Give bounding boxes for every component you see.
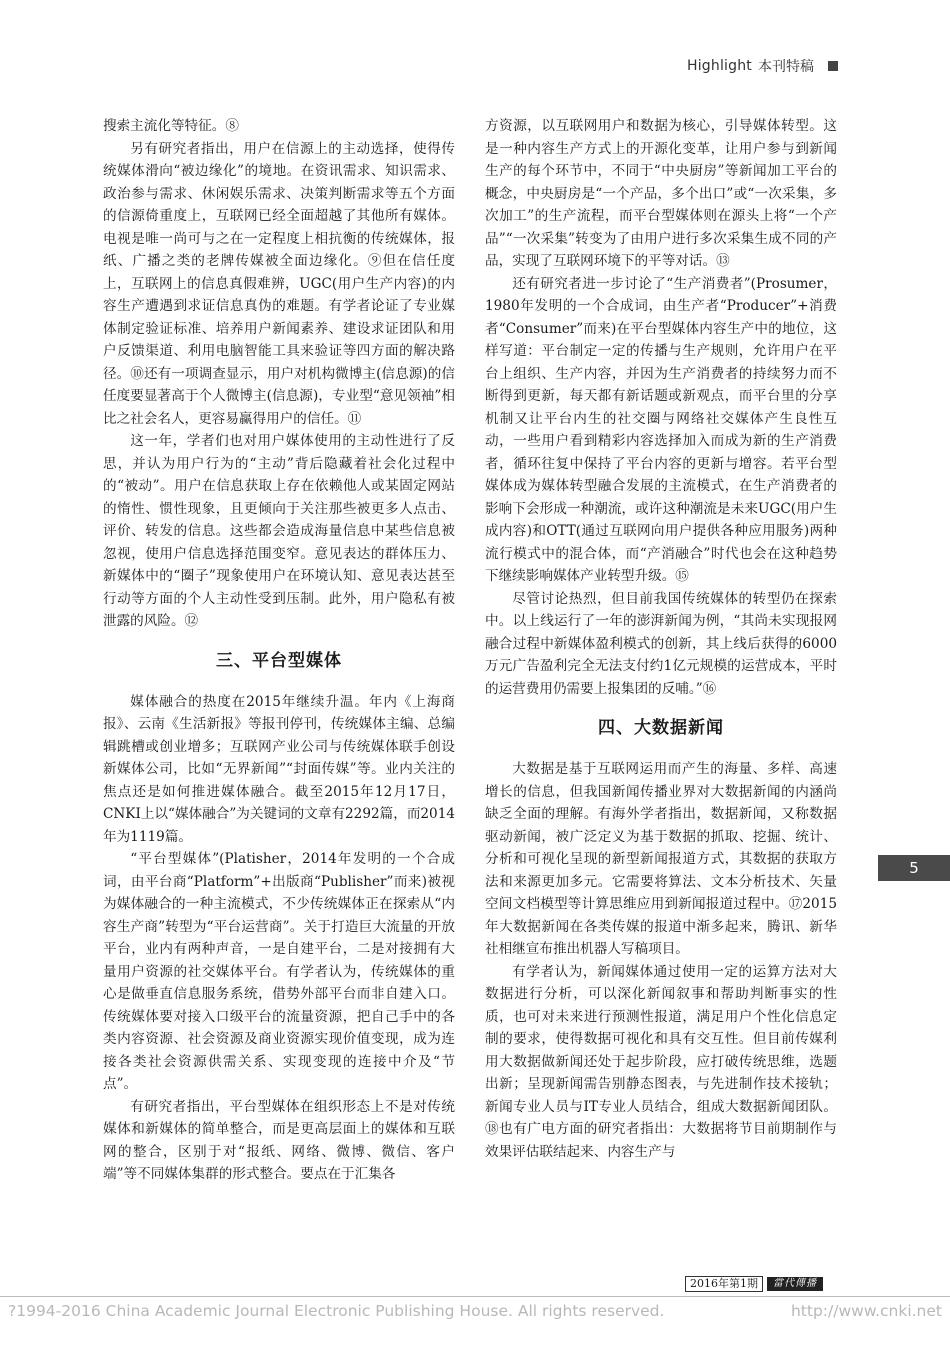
journal-logo: 當代傳播	[767, 1277, 823, 1291]
paragraph: 方资源，以互联网用户和数据为核心，引导媒体转型。这是一种内容生产方式上的开源化变革，让用户参与到新闻生产的每个环节中，不同于“中央厨房”等新闻加工平台的概念，中央厨房是“一个产品，多个出口”或“一次采集，多次加工”的生产流程，而平台型媒体则在源头上将“一个产品”“一次采集”转变为了由用户进行多次采集生成不同的产品，实现了互联网环境下的平等对话。⑬	[485, 118, 837, 269]
header-section-title: 本刊特稿	[758, 59, 814, 75]
cnki-link[interactable]: http://www.cnki.net	[790, 1302, 942, 1320]
paragraph: 这一年，学者们也对用户媒体使用的主动性进行了反思，并认为用户行为的“主动”背后隐藏着社会化过程中的“被动”。用户在信息获取上存在依赖他人或某固定网站的惰性、惯性现象，且更倾向于关注那些被更多人点击、评价、转发的信息。这些都会造成海量信息中某些信息被忽视，使用户信息选择范围变窄。意见表达的群体压力、新媒体中的“圈子”现象使用户在环境认知、意见表达甚至行动等方面的个人主动性受到压制。此外，用户隐私有被泄露的风险。⑫	[103, 433, 455, 629]
running-header	[687, 56, 838, 76]
paragraph: 尽管讨论热烈，但目前我国传统媒体的转型仍在探索中。以上线运行了一年的澎湃新闻为例，“其尚未实现报网融合过程中新媒体盈利模式的创新，其上线后获得的6000万元广告盈利完全无法支付约1亿元规模的运营成本，平时的运营费用仍需要上报集团的反哺。”⑯	[485, 590, 837, 697]
issue-footer	[685, 1276, 823, 1292]
right-column	[485, 115, 837, 1163]
paragraph: 还有研究者进一步讨论了“生产消费者”(Prosumer，1980年发明的一个合成词，由生产者“Producer”+消费者“Consumer”而来)在平台型媒体内容生产中的地位，这样写道：平台制定一定的传播与生产规则，允许用户在平台上组织、生产内容，并因为生产消费者的持续努力而不断得到更新，每天都有新话题或新观点，而平台里的分享机制又让平台内生的社交圈与网络社交媒体产生良性互动，一些用户看到精彩内容选择加入而成为新的生产消费者，循环往复中保持了平台内容的更新与增容。若平台型媒体成为媒体转型融合发展的主流模式，在生产消费者的影响下会形成一种潮流，或许这种潮流是未来UGC(用户生成内容)和OTT(通过互联网向用户提供各种应用服务)两种流行模式中的混合体，而“产消融合”时代也会在这种趋势下继续影响媒体产业转型升级。⑮	[485, 275, 837, 584]
page-number-tab: 5	[878, 855, 950, 881]
paragraph: 媒体融合的热度在2015年继续升温。年内《上海商报》、云南《生活新报》等报刊停刊，传统媒体主编、总编辑跳槽或创业增多；互联网产业公司与传统媒体联手创设新媒体公司，比如“无界新闻”“封面传媒”等。业内关注的焦点还是如何推进媒体融合。截至2015年12月17日，CNKI上以“媒体融合”为关键词的文章有2292篇，而2014年为1119篇。	[103, 693, 456, 845]
issue-label: 2016年第1期	[685, 1276, 763, 1292]
square-icon	[828, 61, 838, 71]
copyright-watermark	[8, 1302, 942, 1320]
paragraph: 大数据是基于互联网运用而产生的海量、多样、高速增长的信息，但我国新闻传播业界对大数据新闻的内涵尚缺乏全面的理解。有海外学者指出，数据新闻，又称数据驱动新闻，被广泛定义为基于数据的抓取、挖掘、统计、分析和可视化呈现的新型新闻报道方式，其数据的获取方法和来源更加多元。它需要将算法、文本分析技术、矢量空间文档模型等计算思维应用到新闻报道过程中。⑰2015年大数据新闻在各类传媒的报道中渐多起来，腾讯、新华社相继宣布推出机器人写稿项目。	[485, 761, 837, 957]
paragraph: 有研究者指出，平台型媒体在组织形态上不是对传统媒体和新媒体的简单整合，而是更高层面上的媒体和互联网的整合，区别于对“报纸、网络、微博、微信、客户端”等不同媒体集群的形式整合。要点在于汇集各	[103, 1098, 455, 1182]
paragraph: 有学者认为，新闻媒体通过使用一定的运算方法对大数据进行分析，可以深化新闻叙事和帮助判断事实的性质，也可对未来进行预测性报道，满足用户个性化信息定制的要求，使得数据可视化和具有交互性。但目前传媒利用大数据做新闻还处于起步阶段，应打破传统思维，选题出新；呈现新闻需告别静态图表，与先进制作技术接轨；新闻专业人员与IT专业人员结合，组成大数据新闻团队。⑱也有广电方面的研究者指出：大数据将节目前期制作与效果评估联结起来、内容生产与	[485, 963, 837, 1160]
section-heading-platform-media: 三、平台型媒体	[216, 650, 342, 671]
paragraph: “平台型媒体”(Platisher，2014年发明的一个合成词，由平台商“Platform”+出版商“Publisher”而来)被视为媒体融合的一种主流模式，不少传统媒体正在探索从“内容生产商”转型为“平台运营商”。关于打造巨大流量的开放平台，业内有两种声音，一是自建平台，二是对接拥有大量用户资源的社交媒体平台。有学者认为，传统媒体的重心是做垂直信息服务系统，借势外部平台而非自建入口。传统媒体要对接入口级平台的流量资源，把自己手中的各类内容资源、社会资源及商业资源实现价值变现，成为连接各类社会资源供需关系、实现变现的连接中介及“节点”。	[103, 851, 455, 1092]
footer-divider	[0, 1296, 950, 1297]
left-column	[103, 115, 455, 1186]
paragraph: 搜索主流化等特征。⑧	[103, 118, 239, 134]
paragraph: 另有研究者指出，用户在信源上的主动选择，使得传统媒体滑向“被边缘化”的境地。在资讯需求、知识需求、政治参与需求、休闲娱乐需求、决策判断需求等五个方面的信源倚重度上，互联网已经全面超越了其他所有媒体。电视是唯一尚可与之在一定程度上相抗衡的传统媒体，报纸、广播之类的老牌传媒被全面边缘化。⑨但在信任度上，互联网上的信息真假难辨，UGC(用户生产内容)的内容生产遭遇到求证信息真伪的难题。有学者论证了专业媒体制定验证标准、培养用户新闻素养、建设求证团队和用户反馈渠道、利用电脑智能工具来验证等四方面的解决路径。⑩还有一项调查显示，用户对机构微博主(信息源)的信任度要显著高于个人微博主(信息源)，专业型“意见领袖”相比之社会名人，更容易赢得用户的信任。⑪	[103, 140, 455, 427]
header-highlight: Highlight	[686, 58, 752, 74]
copyright-text: ?1994-2016 China Academic Journal Electronic Publishing House. All rights reserved.	[8, 1302, 665, 1320]
section-heading-big-data-news: 四、大数据新闻	[598, 718, 724, 738]
